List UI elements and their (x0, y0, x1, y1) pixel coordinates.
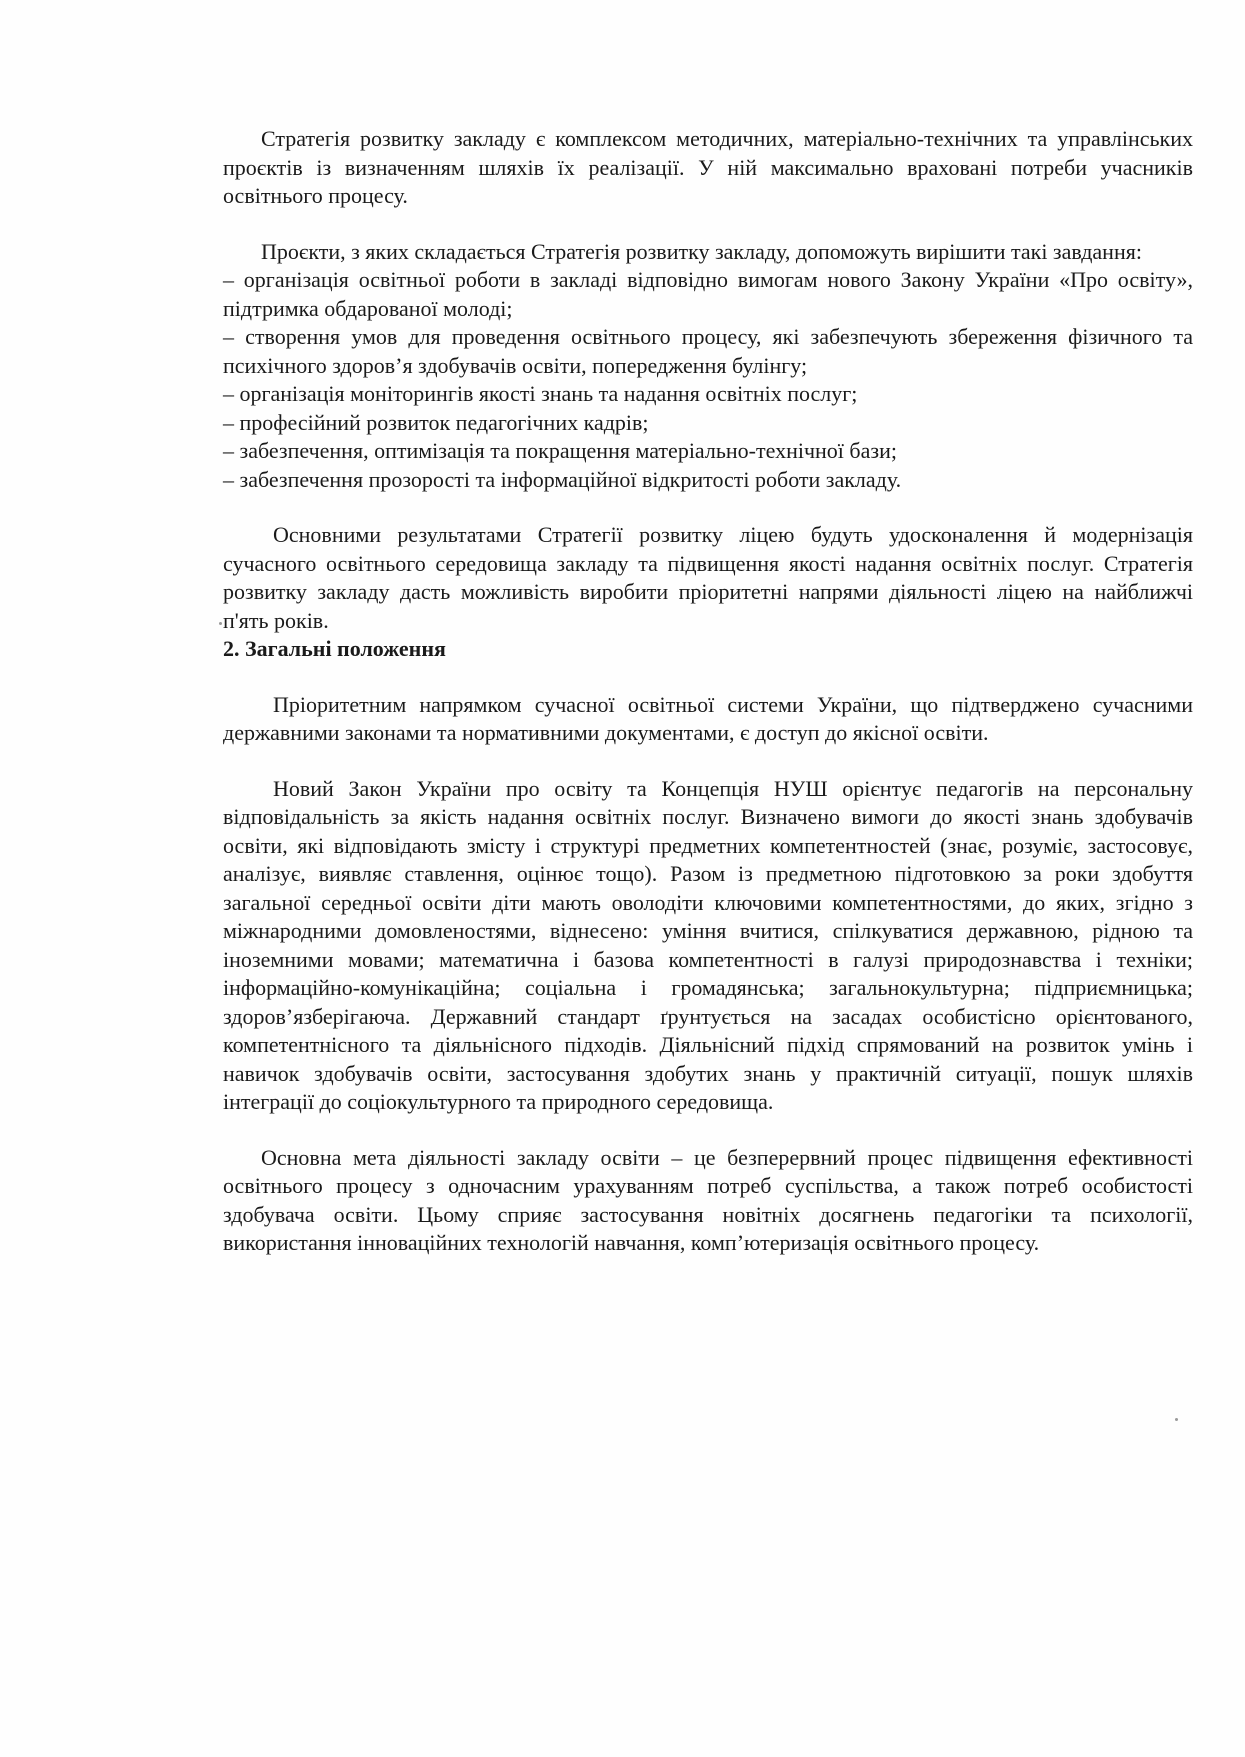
list-item: – організація моніторингів якості знань та надання освітніх послуг; (223, 381, 858, 406)
scan-speck (1175, 1418, 1178, 1421)
section-paragraph-2: Новий Закон України про освіту та Концепція НУШ орієнтує педагогів на персональну відповідальність за якість надання освітніх послуг. Визначено вимоги до якості знань здобувачів освіти, які відповідають змісту і структурі предметних компетентностей (знає, розуміє, застосовує, аналізує, виявляє ставлення, оцінює тощо). Разом із предметною підготовкою за роки здобуття загальної середньої освіти діти мають оволодіти ключовими компетентностями, до яких, згідно з міжнародними домовленостями, віднесено: уміння вчитися, спілкуватися державною, рідною та іноземними мовами; математична і базова компетентності в галузі природознавства і техніки; інформаційно-комунікаційна; соціальна і громадянська; загальнокультурна; підприємницька; здоров’язберігаюча. Державний стандарт ґрунтується на засадах особистісно орієнтованого, компетентнісного та діяльнісного підходів. Діяльнісний підхід спрямований на розвиток умінь і навичок здобувачів освіти, застосування здобутих знань у практичній ситуації, пошук шляхів інтеграції до соціокультурного та природного середовища. (223, 775, 1193, 1114)
list-item: – професійний розвиток педагогічних кадрів; (223, 409, 649, 435)
section-heading: 2. Загальні положення (223, 636, 446, 661)
section-paragraph-3: Основна мета діяльності закладу освіти – це безперервний процес підвищення ефективності освітнього процесу з одночасним урахуванням потреб суспільства, а також потреб особистості здобувача освіти. Цьому сприяє застосування новітніх досягнень педагогіки та психології, використання інноваційних технологій навчання, комп’ютеризація освітнього процесу. (223, 1144, 1193, 1255)
scan-speck (219, 622, 222, 625)
intro-paragraph-1: Стратегія розвитку закладу є комплексом методичних, матеріально-технічних та управлінських проєктів із визначенням шляхів їх реалізації. У ній максимально враховані потреби учасників освітнього процесу. (223, 126, 1193, 208)
list-item: – забезпечення прозорості та інформаційної відкритості роботи закладу. (223, 466, 902, 492)
document-body (223, 125, 1193, 1258)
list-item: – створення умов для проведення освітнього процесу, які забезпечують збереження фізичного та психічного здоров’я здобувачів освіти, попередження булінгу; (223, 324, 1193, 378)
task-list (223, 266, 1193, 494)
list-item: – організація освітньої роботи в закладі відповідно вимогам нового Закону України «Про освіту», підтримка обдарованої молоді; (223, 267, 1193, 321)
section-paragraph-1: Пріоритетним напрямком сучасної освітньої системи України, що підтверджено сучасними державними законами та нормативними документами, є доступ до якісної освіти. (223, 691, 1193, 745)
results-paragraph: Основними результатами Стратегії розвитку ліцею будуть удосконалення й модернізація сучасного освітнього середовища закладу та підвищення якості надання освітніх послуг. Стратегія розвитку закладу дасть можливість виробити пріоритетні напрями діяльності ліцею на найближчі п'ять років. (223, 522, 1193, 633)
intro-paragraph-2: Проєкти, з яких складається Стратегія розвитку закладу, допоможуть вирішити такі завдання: (261, 238, 1142, 264)
list-item: – забезпечення, оптимізація та покращення матеріально-технічної бази; (223, 438, 897, 463)
